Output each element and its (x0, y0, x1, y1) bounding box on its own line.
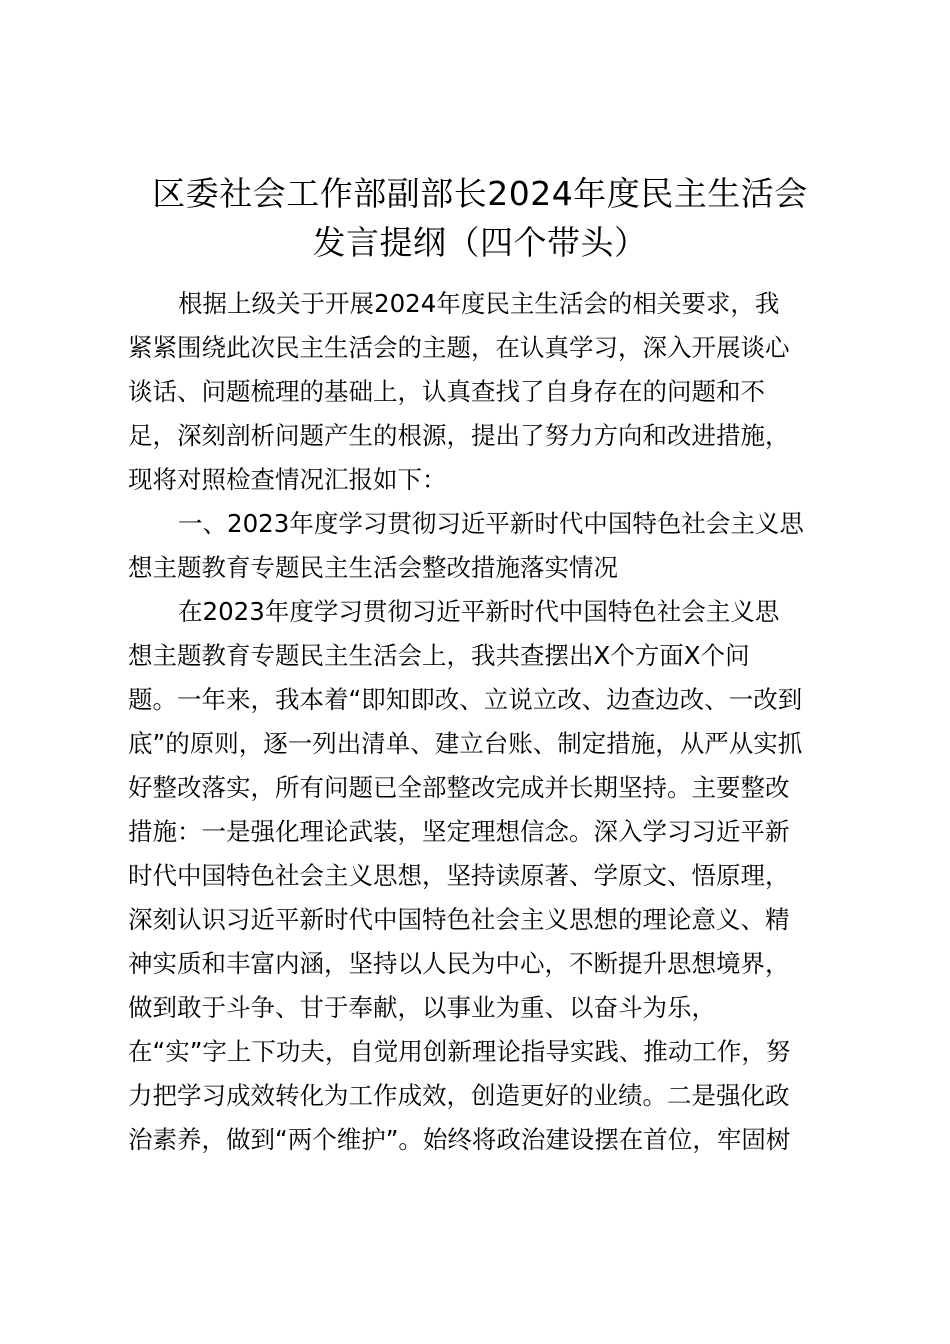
paragraph-2-line-6: 措施：一是强化理论武装，坚定理想信念。深入学习习近平新 (128, 817, 790, 846)
paragraph-2-line-1: 在2023年度学习贯彻习近平新时代中国特色社会主义思 (178, 597, 780, 626)
paragraph-1-line-4: 足，深刻剖析问题产生的根源，提出了努力方向和改进措施， (128, 421, 790, 450)
paragraph-1-line-3: 谈话、问题梳理的基础上，认真查找了自身存在的问题和不 (128, 377, 765, 406)
paragraph-2-line-3: 题。一年来，我本着“即知即改、立说立改、边查边改、一改到 (128, 685, 803, 714)
document-title-line-2: 发言提纲（四个带头） (312, 223, 648, 262)
section-heading-line-2: 想主题教育专题民主生活会整改措施落实情况 (128, 553, 618, 582)
paragraph-1-line-5: 现将对照检查情况汇报如下： (128, 465, 447, 494)
paragraph-1-line-2: 紧紧围绕此次民主生活会的主题，在认真学习，深入开展谈心 (128, 333, 790, 362)
paragraph-2-line-13: 治素养，做到“两个维护”。始终将政治建设摆在首位，牢固树 (128, 1125, 791, 1154)
paragraph-2-line-2: 想主题教育专题民主生活会上，我共查摆出X个方面X个问 (128, 641, 750, 670)
paragraph-2-line-12: 力把学习成效转化为工作成效，创造更好的业绩。二是强化政 (128, 1081, 790, 1110)
paragraph-2-line-5: 好整改落实，所有问题已全部整改完成并长期坚持。主要整改 (128, 773, 790, 802)
paragraph-2-line-4: 底”的原则，逐一列出清单、建立台账、制定措施，从严从实抓 (128, 729, 803, 758)
paragraph-2-line-9: 神实质和丰富内涵，坚持以人民为中心，不断提升思想境界， (128, 949, 790, 978)
paragraph-2-line-10: 做到敢于斗争、甘于奉献，以事业为重、以奋斗为乐， (128, 993, 716, 1022)
paragraph-2-line-11: 在“实”字上下功夫，自觉用创新理论指导实践、推动工作，努 (128, 1037, 791, 1066)
section-heading-line-1: 一、2023年度学习贯彻习近平新时代中国特色社会主义思 (178, 509, 804, 538)
paragraph-1-line-1: 根据上级关于开展2024年度民主生活会的相关要求，我 (178, 289, 780, 318)
paragraph-2-line-8: 深刻认识习近平新时代中国特色社会主义思想的理论意义、精 (128, 905, 790, 934)
document-title-line-1: 区委社会工作部副部长2024年度民主生活会 (152, 174, 808, 213)
paragraph-2-line-7: 时代中国特色社会主义思想，坚持读原著、学原文、悟原理， (128, 861, 790, 890)
